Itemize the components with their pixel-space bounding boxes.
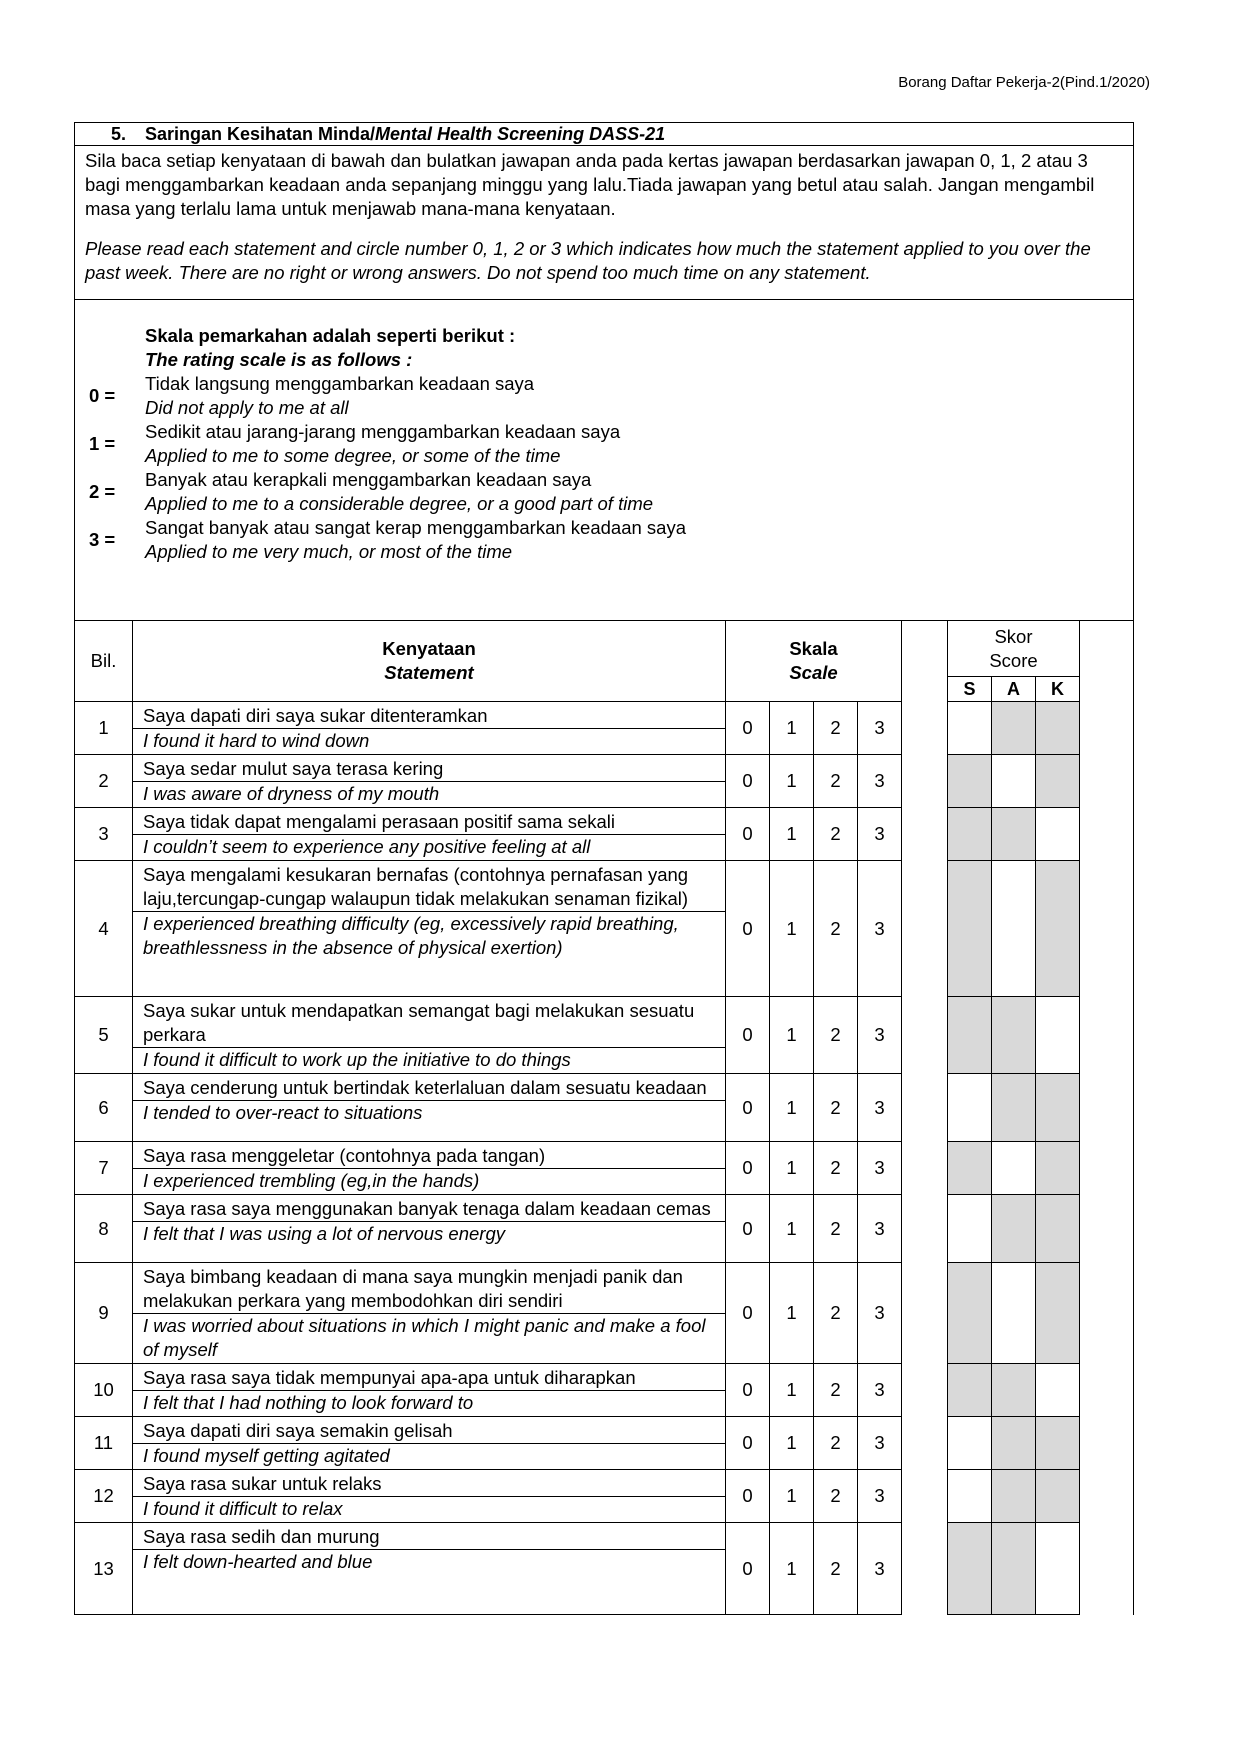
score-k-cell[interactable] xyxy=(1036,997,1080,1074)
score-a-cell[interactable] xyxy=(992,1523,1036,1615)
rating-scale-text xyxy=(145,420,620,468)
statement-en: I was aware of dryness of my mouth xyxy=(143,783,440,804)
statement-cell xyxy=(133,755,726,808)
scale-option-3[interactable]: 3 xyxy=(858,861,902,997)
row-number: 4 xyxy=(75,861,133,997)
scale-option-2[interactable]: 2 xyxy=(814,861,858,997)
score-a-cell[interactable] xyxy=(992,1470,1036,1523)
scale-option-0[interactable]: 0 xyxy=(726,1417,770,1470)
statement-en: I found myself getting agitated xyxy=(143,1445,390,1466)
score-k-cell[interactable] xyxy=(1036,861,1080,997)
scale-option-2[interactable]: 2 xyxy=(814,1364,858,1417)
statement-row xyxy=(75,1195,1134,1263)
row-number: 11 xyxy=(75,1417,133,1470)
scale-option-3[interactable]: 3 xyxy=(858,755,902,808)
scale-option-2[interactable]: 2 xyxy=(814,1142,858,1195)
score-s-cell[interactable] xyxy=(948,1470,992,1523)
score-k-cell[interactable] xyxy=(1036,1417,1080,1470)
score-s-cell[interactable] xyxy=(948,1263,992,1364)
statement-cell xyxy=(133,1523,726,1615)
statement-row xyxy=(75,1263,1134,1364)
instructions xyxy=(75,146,1134,300)
statement-en: I experienced breathing difficulty (eg, excessively rapid breathing, breathlessness in the absence of physical exertion) xyxy=(143,913,679,958)
rating-scale-heading xyxy=(145,324,1133,372)
row-number: 5 xyxy=(75,997,133,1074)
right-margin-column xyxy=(1080,997,1134,1074)
bil-header: Bil. xyxy=(75,621,133,702)
score-k-cell[interactable] xyxy=(1036,702,1080,755)
statement-cell xyxy=(133,1142,726,1195)
scale-option-0[interactable]: 0 xyxy=(726,702,770,755)
scale-option-3[interactable]: 3 xyxy=(858,1263,902,1364)
statement-ms: Saya rasa menggeletar (contohnya pada tangan) xyxy=(133,1142,725,1169)
dass21-form xyxy=(74,122,1134,1615)
statement-en: I tended to over-react to situations xyxy=(143,1102,423,1123)
scale-option-3[interactable]: 3 xyxy=(858,1074,902,1142)
right-margin-column xyxy=(1080,1417,1134,1470)
score-s-cell[interactable] xyxy=(948,808,992,861)
scale-option-1[interactable]: 1 xyxy=(770,1195,814,1263)
statement-en: I was worried about situations in which I might panic and make a fool of myself xyxy=(143,1315,706,1360)
statement-ms: Saya dapati diri saya semakin gelisah xyxy=(133,1417,725,1444)
scale-option-1[interactable]: 1 xyxy=(770,997,814,1074)
statement-row xyxy=(75,702,1134,755)
score-a-header: A xyxy=(992,677,1036,702)
spacer-column xyxy=(902,1523,948,1615)
spacer-column xyxy=(902,702,948,755)
score-k-cell[interactable] xyxy=(1036,1263,1080,1364)
scale-option-2[interactable]: 2 xyxy=(814,1263,858,1364)
scale-header: Skala Scale xyxy=(726,621,902,702)
score-k-cell[interactable] xyxy=(1036,1195,1080,1263)
scale-option-2[interactable]: 2 xyxy=(814,755,858,808)
scale-option-0[interactable]: 0 xyxy=(726,1263,770,1364)
spacer-column xyxy=(902,1074,948,1142)
rating-scale-key: 2 = xyxy=(89,481,116,502)
rating-scale-heading-ms: Skala pemarkahan adalah seperti berikut : xyxy=(145,325,516,346)
section-title-en: Mental Health Screening DASS-21 xyxy=(375,123,666,144)
statement-cell xyxy=(133,1470,726,1523)
score-a-cell[interactable] xyxy=(992,997,1036,1074)
statement-header: Kenyataan Statement xyxy=(133,621,726,702)
score-s-cell[interactable] xyxy=(948,702,992,755)
statement-ms: Saya rasa saya menggunakan banyak tenaga dalam keadaan cemas xyxy=(133,1195,725,1222)
rating-scale-key: 0 = xyxy=(89,385,116,406)
rating-scale-text xyxy=(145,372,534,420)
rating-scale-item xyxy=(75,420,1133,468)
right-margin-column xyxy=(1080,808,1134,861)
statement-ms: Saya mengalami kesukaran bernafas (contohnya pernafasan yang laju,tercungap-cungap walaupun tidak melakukan senaman fizikal) xyxy=(133,861,725,912)
row-number: 2 xyxy=(75,755,133,808)
score-s-header: S xyxy=(948,677,992,702)
scale-option-1[interactable]: 1 xyxy=(770,1142,814,1195)
rating-scale-text-ms: Tidak langsung menggambarkan keadaan saya xyxy=(145,373,535,394)
scale-option-2[interactable]: 2 xyxy=(814,1523,858,1615)
statement-en: I couldn’t seem to experience any positive feeling at all xyxy=(143,836,591,857)
scale-option-1[interactable]: 1 xyxy=(770,861,814,997)
spacer-column xyxy=(902,997,948,1074)
score-a-cell[interactable] xyxy=(992,1142,1036,1195)
form-reference: Borang Daftar Pekerja-2(Pind.1/2020) xyxy=(898,74,1150,91)
statement-row xyxy=(75,1523,1134,1615)
score-s-cell[interactable] xyxy=(948,1195,992,1263)
right-margin-column xyxy=(1080,755,1134,808)
statement-row xyxy=(75,1364,1134,1417)
right-margin-column xyxy=(1080,1074,1134,1142)
scale-option-3[interactable]: 3 xyxy=(858,702,902,755)
score-a-cell[interactable] xyxy=(992,755,1036,808)
statement-cell xyxy=(133,1417,726,1470)
score-s-cell[interactable] xyxy=(948,861,992,997)
scale-option-0[interactable]: 0 xyxy=(726,1195,770,1263)
scale-option-2[interactable]: 2 xyxy=(814,1195,858,1263)
statement-row xyxy=(75,1470,1134,1523)
statement-row xyxy=(75,1074,1134,1142)
rating-scale-heading-en: The rating scale is as follows : xyxy=(145,349,413,370)
scale-option-1[interactable]: 1 xyxy=(770,1074,814,1142)
spacer-column xyxy=(902,1142,948,1195)
statement-ms: Saya cenderung untuk bertindak keterlaluan dalam sesuatu keadaan xyxy=(133,1074,725,1101)
rating-scale-text xyxy=(145,516,686,564)
rating-scale-item xyxy=(75,372,1133,420)
scale-option-1[interactable]: 1 xyxy=(770,1263,814,1364)
statement-ms: Saya rasa sukar untuk relaks xyxy=(133,1470,725,1497)
score-s-cell[interactable] xyxy=(948,1142,992,1195)
score-k-cell[interactable] xyxy=(1036,1074,1080,1142)
statement-ms: Saya bimbang keadaan di mana saya mungkin menjadi panik dan melakukan perkara yang membodohkan diri sendiri xyxy=(133,1263,725,1314)
statement-row xyxy=(75,861,1134,997)
statement-en: I felt that I was using a lot of nervous energy xyxy=(143,1223,505,1244)
scale-option-1[interactable]: 1 xyxy=(770,808,814,861)
statement-ms: Saya sukar untuk mendapatkan semangat bagi melakukan sesuatu perkara xyxy=(133,997,725,1048)
right-margin-column xyxy=(1080,1195,1134,1263)
scale-option-3[interactable]: 3 xyxy=(858,1470,902,1523)
scale-option-3[interactable]: 3 xyxy=(858,808,902,861)
score-k-cell[interactable] xyxy=(1036,755,1080,808)
spacer-column xyxy=(902,1364,948,1417)
scale-option-1[interactable]: 1 xyxy=(770,1364,814,1417)
statement-en: I felt that I had nothing to look forward to xyxy=(143,1392,474,1413)
rating-scale-text-en: Applied to me to some degree, or some of the time xyxy=(145,445,561,466)
right-margin-column xyxy=(1080,1470,1134,1523)
row-number: 8 xyxy=(75,1195,133,1263)
right-margin-column xyxy=(1080,861,1134,997)
row-number: 9 xyxy=(75,1263,133,1364)
scale-option-2[interactable]: 2 xyxy=(814,1470,858,1523)
score-header: Skor Score xyxy=(948,621,1080,677)
statement-row xyxy=(75,997,1134,1074)
row-number: 7 xyxy=(75,1142,133,1195)
scale-option-0[interactable]: 0 xyxy=(726,1523,770,1615)
row-number: 12 xyxy=(75,1470,133,1523)
rating-scale-item xyxy=(75,516,1133,564)
statement-row xyxy=(75,808,1134,861)
statement-cell xyxy=(133,861,726,997)
statement-cell xyxy=(133,1263,726,1364)
spacer-column xyxy=(902,621,948,702)
score-s-cell[interactable] xyxy=(948,1364,992,1417)
spacer-column xyxy=(902,1195,948,1263)
section-title-ms: Saringan Kesihatan Minda/ xyxy=(145,123,376,144)
scale-option-2[interactable]: 2 xyxy=(814,702,858,755)
rating-scale-text-ms: Banyak atau kerapkali menggambarkan keadaan saya xyxy=(145,469,592,490)
rating-scale-text-en: Did not apply to me at all xyxy=(145,397,349,418)
scale-option-3[interactable]: 3 xyxy=(858,1364,902,1417)
spacer-column xyxy=(902,1470,948,1523)
row-number: 10 xyxy=(75,1364,133,1417)
rating-scale-text xyxy=(145,468,653,516)
scale-option-2[interactable]: 2 xyxy=(814,1074,858,1142)
statement-ms: Saya tidak dapat mengalami perasaan positif sama sekali xyxy=(133,808,725,835)
score-s-cell[interactable] xyxy=(948,997,992,1074)
statement-row xyxy=(75,1142,1134,1195)
statement-en: I found it hard to wind down xyxy=(143,730,370,751)
scale-option-3[interactable]: 3 xyxy=(858,1142,902,1195)
spacer-column xyxy=(902,1263,948,1364)
scale-option-0[interactable]: 0 xyxy=(726,861,770,997)
instructions-en: Please read each statement and circle number 0, 1, 2 or 3 which indicates how much the statement applied to you over the past week. There are no right or wrong answers. Do not spend too much time on any statement. xyxy=(85,238,1091,283)
rating-scale-key: 1 = xyxy=(89,433,116,454)
score-a-cell[interactable] xyxy=(992,1195,1036,1263)
scale-option-0[interactable]: 0 xyxy=(726,755,770,808)
section-number: 5. xyxy=(111,123,127,144)
score-k-cell[interactable] xyxy=(1036,1470,1080,1523)
score-s-cell[interactable] xyxy=(948,1417,992,1470)
section-title xyxy=(75,123,1134,146)
right-margin-column xyxy=(1080,621,1134,702)
scale-option-3[interactable]: 3 xyxy=(858,1195,902,1263)
scale-option-3[interactable]: 3 xyxy=(858,1417,902,1470)
statement-ms: Saya dapati diri saya sukar ditenteramkan xyxy=(133,702,725,729)
scale-option-0[interactable]: 0 xyxy=(726,1074,770,1142)
instructions-ms: Sila baca setiap kenyataan di bawah dan bulatkan jawapan anda pada kertas jawapan berdasarkan jawapan 0, 1, 2 atau 3 bagi menggambarkan keadaan anda sepanjang minggu yang lalu.Tiada jawapan yang betul atau salah. Jangan mengambil masa yang terlalu lama untuk menjawab mana-mana kenyataan. xyxy=(85,150,1095,219)
spacer-column xyxy=(902,808,948,861)
rating-scale-text-ms: Sedikit atau jarang-jarang menggambarkan keadaan saya xyxy=(145,421,621,442)
score-a-cell[interactable] xyxy=(992,1417,1036,1470)
score-a-cell[interactable] xyxy=(992,808,1036,861)
score-k-cell[interactable] xyxy=(1036,1523,1080,1615)
row-number: 1 xyxy=(75,702,133,755)
statement-row xyxy=(75,755,1134,808)
statement-cell xyxy=(133,1195,726,1263)
score-a-cell[interactable] xyxy=(992,1263,1036,1364)
score-a-cell[interactable] xyxy=(992,1074,1036,1142)
scale-option-1[interactable]: 1 xyxy=(770,1523,814,1615)
scale-option-2[interactable]: 2 xyxy=(814,808,858,861)
score-a-cell[interactable] xyxy=(992,861,1036,997)
score-s-cell[interactable] xyxy=(948,1523,992,1615)
score-a-cell[interactable] xyxy=(992,1364,1036,1417)
score-k-cell[interactable] xyxy=(1036,1142,1080,1195)
spacer-column xyxy=(902,755,948,808)
scale-option-0[interactable]: 0 xyxy=(726,1470,770,1523)
rating-scale-item xyxy=(75,468,1133,516)
statement-en: I found it difficult to relax xyxy=(143,1498,343,1519)
scale-option-1[interactable]: 1 xyxy=(770,755,814,808)
scale-option-0[interactable]: 0 xyxy=(726,1142,770,1195)
scale-option-2[interactable]: 2 xyxy=(814,997,858,1074)
score-k-cell[interactable] xyxy=(1036,808,1080,861)
row-number: 3 xyxy=(75,808,133,861)
statement-ms: Saya rasa saya tidak mempunyai apa-apa untuk diharapkan xyxy=(133,1364,725,1391)
statement-cell xyxy=(133,1074,726,1142)
scale-option-1[interactable]: 1 xyxy=(770,702,814,755)
rating-scale-text-en: Applied to me to a considerable degree, or a good part of time xyxy=(145,493,654,514)
statement-row xyxy=(75,1417,1134,1470)
score-a-cell[interactable] xyxy=(992,702,1036,755)
statement-ms: Saya rasa sedih dan murung xyxy=(133,1523,725,1550)
scale-option-0[interactable]: 0 xyxy=(726,808,770,861)
statement-en: I felt down-hearted and blue xyxy=(143,1551,373,1572)
row-number: 6 xyxy=(75,1074,133,1142)
rating-scale xyxy=(75,300,1134,621)
right-margin-column xyxy=(1080,1523,1134,1615)
statement-cell xyxy=(133,702,726,755)
statement-en: I experienced trembling (eg,in the hands) xyxy=(143,1170,480,1191)
score-k-header: K xyxy=(1036,677,1080,702)
right-margin-column xyxy=(1080,1263,1134,1364)
right-margin-column xyxy=(1080,702,1134,755)
scale-option-2[interactable]: 2 xyxy=(814,1417,858,1470)
rating-scale-text-en: Applied to me very much, or most of the time xyxy=(145,541,513,562)
right-margin-column xyxy=(1080,1364,1134,1417)
scale-option-0[interactable]: 0 xyxy=(726,1364,770,1417)
row-number: 13 xyxy=(75,1523,133,1615)
score-k-cell[interactable] xyxy=(1036,1364,1080,1417)
rating-scale-text-ms: Sangat banyak atau sangat kerap menggambarkan keadaan saya xyxy=(145,517,686,538)
statement-cell xyxy=(133,1364,726,1417)
right-margin-column xyxy=(1080,1142,1134,1195)
scale-option-0[interactable]: 0 xyxy=(726,997,770,1074)
statement-en: I found it difficult to work up the initiative to do things xyxy=(143,1049,571,1070)
score-s-cell[interactable] xyxy=(948,755,992,808)
statement-cell xyxy=(133,997,726,1074)
spacer-column xyxy=(902,1417,948,1470)
statement-cell xyxy=(133,808,726,861)
scale-option-1[interactable]: 1 xyxy=(770,1470,814,1523)
rating-scale-key: 3 = xyxy=(89,529,116,550)
scale-option-1[interactable]: 1 xyxy=(770,1417,814,1470)
scale-option-3[interactable]: 3 xyxy=(858,1523,902,1615)
score-s-cell[interactable] xyxy=(948,1074,992,1142)
spacer-column xyxy=(902,861,948,997)
statement-ms: Saya sedar mulut saya terasa kering xyxy=(133,755,725,782)
scale-option-3[interactable]: 3 xyxy=(858,997,902,1074)
